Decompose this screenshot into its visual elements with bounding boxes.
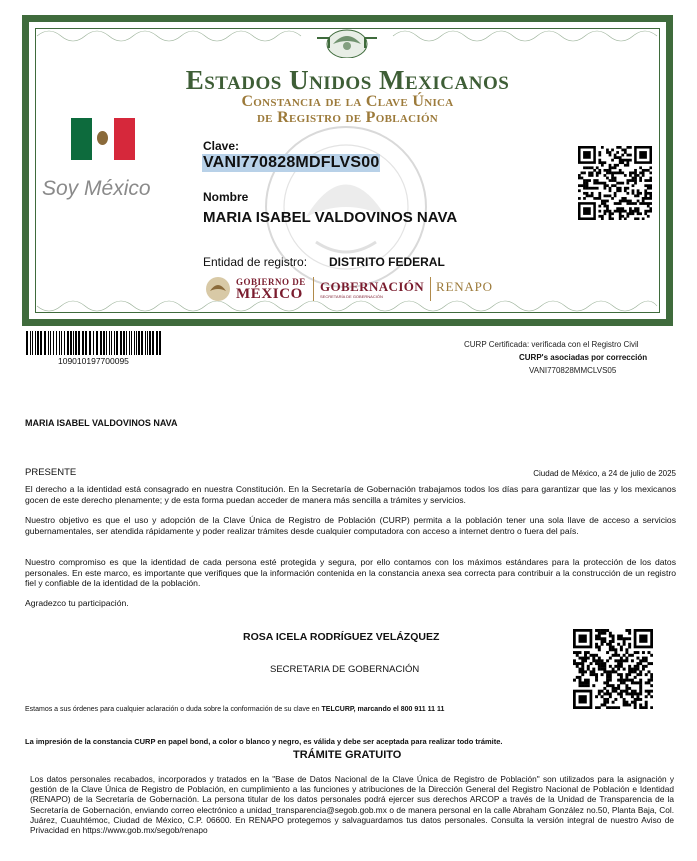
impresion-note: La impresión de la constancia CURP en papel bond, a color o blanco y negro, es válida y debe ser aceptada para realizar todo trámite. bbox=[25, 737, 503, 746]
gobernacion-logo: GOBERNACIÓN bbox=[320, 279, 425, 294]
certificate-subtitle-1: Constancia de la Clave Única bbox=[241, 93, 454, 110]
entidad-label: Entidad de registro: bbox=[203, 255, 308, 269]
contact-text: Estamos a sus órdenes para cualquier aclaración o duda sobre la conformación de su clave en bbox=[25, 706, 322, 713]
certificate-title: Estados Unidos Mexicanos bbox=[185, 65, 510, 95]
curp-certificate bbox=[22, 15, 673, 326]
privacy-notice: Los datos personales recabados, incorporados y tratados en la "Base de Datos Nacional de la Clave Única de Registro de Población" son utilizados para la asignación y gestión de la Clave Única de Registro de Población, en cumplimiento a las funciones y atribuciones de la Dirección General del Registro Nacional de Población e Identidad (RENAPO) de la Secretaría de Gobernación. La persona titular de los datos personales podrá ejercer sus derechos ARCOP a través de la Unidad de Transparencia de la Secretaría de Gobernación, enviando correo electrónico a unidad_transparencia@segob.gob.mx o de manera personal en la calle Abraham González no.50, Planta Baja, Col. Juárez, Cuauhtémoc, Ciudad de México, C.P. 06600. En RENAPO protegemos y salvaguardamos tus datos personales. Consulta la versión integral de nuestro Aviso de Privacidad en https://www.gob.mx/segob/renapo bbox=[30, 774, 674, 836]
paragraph-3: Nuestro compromiso es que la identidad de cada persona esté protegida y segura, por ello contamos con los máximos estándares para la protección de los datos personales. En este marco, es importante que verifiques que la información contenida en la constancia anexa sea correcta para contribuir a la construcción de un registro fiel y confiable de la identidad de la población. bbox=[25, 557, 676, 588]
contact-line bbox=[25, 706, 444, 713]
clave-value[interactable]: VANI770828MDFLVS00 bbox=[203, 154, 380, 171]
tramite-gratuito: TRÁMITE GRATUITO bbox=[293, 749, 402, 761]
national-seal-icon bbox=[315, 24, 379, 58]
entidad-value: DISTRITO FEDERAL bbox=[329, 255, 445, 269]
nombre-label: Nombre bbox=[203, 190, 249, 204]
qr-code-certificate bbox=[578, 146, 652, 220]
gobernacion-logo-sub: SECRETARÍA DE GOBERNACIÓN bbox=[320, 294, 383, 299]
gobierno-logo-line1: GOBIERNO DE bbox=[236, 277, 306, 287]
signer-name: ROSA ICELA RODRÍGUEZ VELÁZQUEZ bbox=[243, 631, 440, 643]
signer-title: SECRETARIA DE GOBERNACIÓN bbox=[270, 664, 420, 675]
barcode-number: 109010197700095 bbox=[58, 356, 129, 366]
barcode bbox=[26, 331, 162, 355]
gobierno-logo-line2: MÉXICO bbox=[236, 286, 303, 302]
presente-label: PRESENTE bbox=[25, 467, 77, 478]
letter-date: Ciudad de México, a 24 de julio de 2025 bbox=[533, 469, 676, 478]
paragraph-2: Nuestro objetivo es que el uso y adopción de la Clave Única de Registro de Población (CURP) permita a la población tener una sola llave de acceso a servicios gubernamentales, ser atendida rápidamente y poder realizar trámites desde cualquier computadora con acceso a internet dentro o fuera del país. bbox=[25, 515, 676, 536]
renapo-logo: RENAPO bbox=[436, 279, 493, 294]
gobierno-eagle-icon bbox=[204, 275, 232, 303]
paragraph-1: El derecho a la identidad está consagrado en nuestra Constitución. En la Secretaría de Gobernación trabajamos todos los días para garantizar que las y los mexicanos gocen de este derecho plenamente; y de esta forma puedan acceder de manera más sencilla a trámites y servicios. bbox=[25, 484, 676, 505]
thanks-line: Agradezco tu participación. bbox=[25, 598, 129, 608]
certificate-subtitle-2: de Registro de Población bbox=[256, 109, 439, 126]
qr-code-letter bbox=[573, 629, 653, 709]
nombre-value: MARIA ISABEL VALDOVINOS NAVA bbox=[203, 209, 458, 226]
curp-certificada-note: CURP Certificada: verificada con el Registro Civil bbox=[464, 340, 639, 349]
soy-mexico-caption: Soy México bbox=[42, 177, 151, 200]
contact-phone: TELCURP, marcando el 800 911 11 11 bbox=[321, 706, 445, 713]
curp-asociadas-label: CURP's asociadas por corrección bbox=[519, 353, 648, 362]
mexican-flag-icon bbox=[71, 118, 135, 160]
recipient-name: MARIA ISABEL VALDOVINOS NAVA bbox=[25, 418, 178, 428]
curp-asociadas-value: VANI770828MMCLVS05 bbox=[529, 366, 617, 375]
clave-label: Clave: bbox=[203, 139, 240, 153]
